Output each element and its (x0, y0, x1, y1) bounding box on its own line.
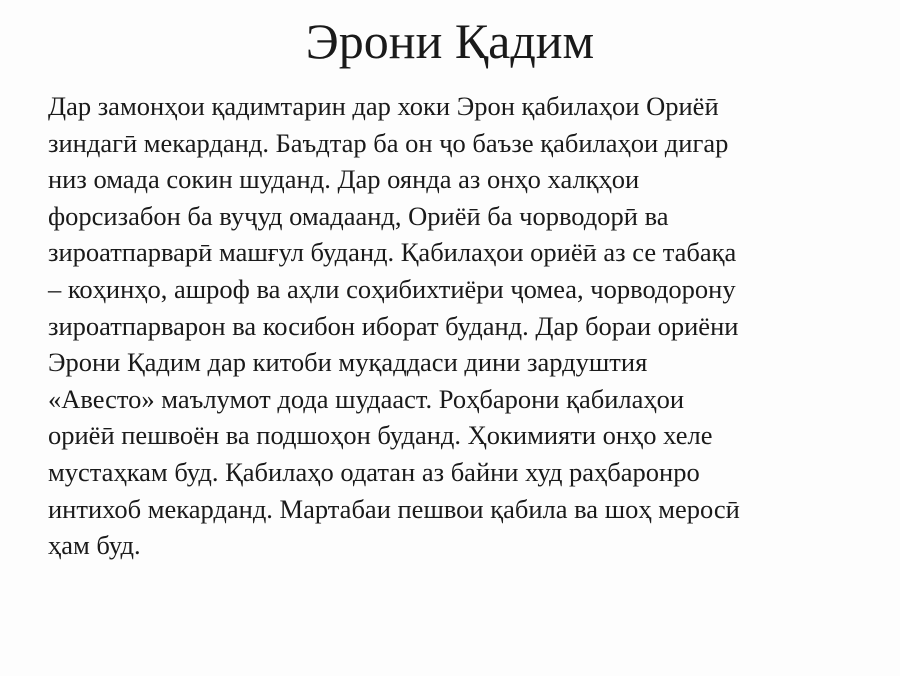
body-line: Дар замонҳои қадимтарин дар хоки Эрон қабилаҳои Ориёӣ (48, 91, 719, 121)
body-line: ҳам буд. (48, 530, 141, 561)
body-line: ориёӣ пешвоён ва подшоҳон буданд. Ҳокимияти онҳо хеле (48, 420, 713, 451)
slide-title: Эрони Қадим (305, 13, 595, 69)
body-line: зироатпарварӣ машғул буданд. Қабилаҳои ориёӣ аз се табақа (48, 237, 737, 268)
body-line: «Авесто» маълумот дода шудааст. Роҳбарони қабилаҳои (48, 383, 685, 414)
body-line: мустаҳкам буд. Қабилаҳо одатан аз байни худ раҳбаронро (48, 456, 700, 487)
body-line: форсизабон ба вуҷуд омадаанд, Ориёӣ ба чорводорӣ ва (48, 200, 669, 231)
body-line: низ омада сокин шуданд. Дар оянда аз онҳо халқҳои (48, 164, 640, 195)
body-line: интихоб мекарданд. Мартабаи пешвои қабила ва шоҳ меросӣ (48, 493, 740, 524)
body-line: – коҳинҳо, ашроф ва аҳли соҳибихтиёри ҷомеа, чорводорону (48, 273, 736, 304)
body-line: зиндагӣ мекарданд. Баъдтар ба он ҷо баъзе қабилаҳои дигар (48, 127, 729, 158)
body-line: зироатпарварон ва косибон иборат буданд. Дар бораи ориёни (48, 310, 739, 341)
body-paragraph (48, 88, 868, 564)
body-line: Эрони Қадим дар китоби муқаддаси дини зардуштия (48, 347, 648, 378)
